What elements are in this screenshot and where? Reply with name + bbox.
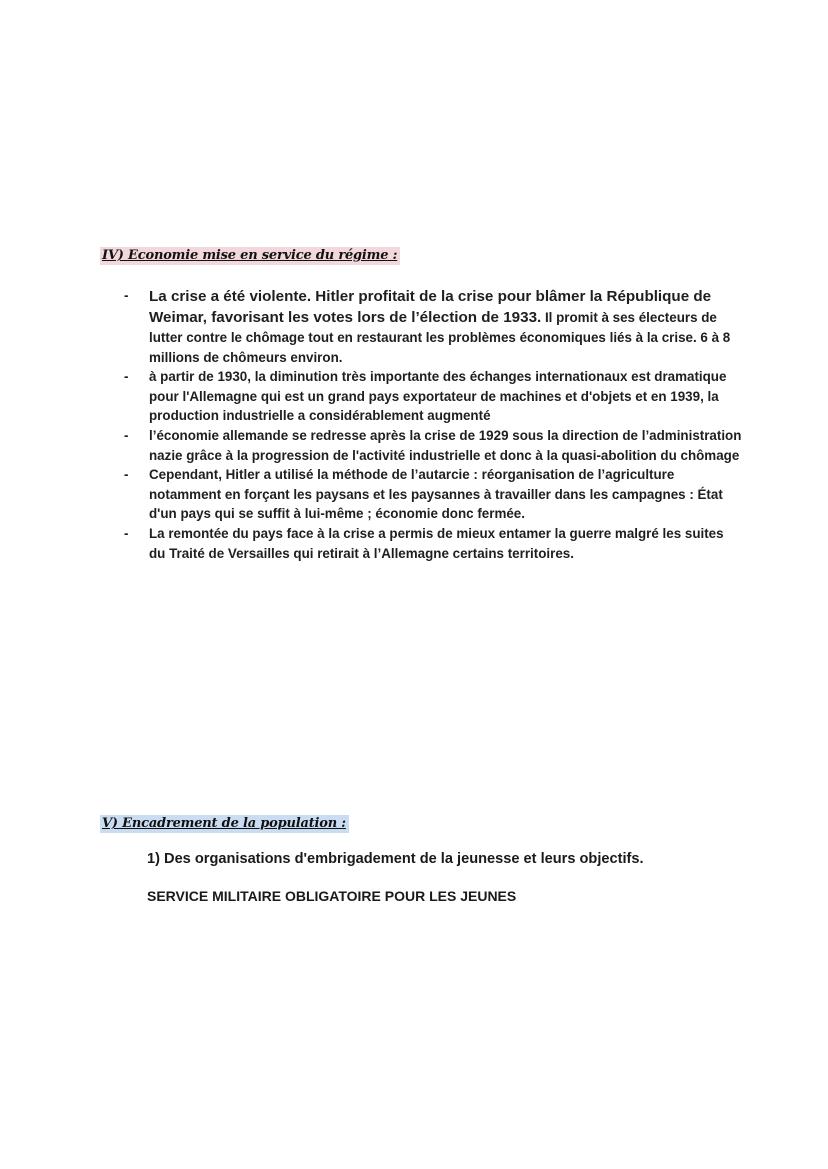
section-4-bullet-list [122,286,742,563]
section-5-subheading: 1) Des organisations d'embrigadement de la jeunesse et leurs objectifs. [147,851,644,867]
bullet-item [122,367,742,426]
bullet-item [122,465,742,524]
bullet-text: à partir de 1930, la diminution très importante des échanges internationaux est dramatique pour l'Allemagne qui est un grand pays exportateur de machines et d'objets et en 1939, la production industrielle a considérablement augmenté [149,369,727,424]
bullet-text: l’économie allemande se redresse après la crise de 1929 sous la direction de l’administration nazie grâce à la progression de l'activité industrielle et donc à la quasi-abolition du chômage [149,427,742,463]
section-4-heading: IV) Economie mise en service du régime : [100,247,400,265]
bullet-lead-text: La crise a été violente. Hitler profitait de la crise pour blâmer la République de Weimar, favorisant les votes lors de l’élection de 1933. [149,288,712,326]
bullet-item [122,286,742,367]
bullet-text: Il promit à ses électeurs de lutter contre le chômage tout en restaurant les problèmes économiques liés à la crise. 6 à 8 millions de chômeurs environ. [149,310,731,365]
section-5-heading: V) Encadrement de la population : [100,815,349,833]
section-5-note: SERVICE MILITAIRE OBLIGATOIRE POUR LES JEUNES [147,888,517,904]
bullet-item [122,524,742,563]
bullet-text: La remontée du pays face à la crise a permis de mieux entamer la guerre malgré les suites du Traité de Versailles qui retirait à l’Allemagne certains territoires. [149,525,724,561]
bullet-item [122,426,742,465]
bullet-text: Cependant, Hitler a utilisé la méthode de l’autarcie : réorganisation de l’agriculture notamment en forçant les paysans et les paysannes à travailler dans les campagnes : État d'un pays qui se suffit à lui-même ; économie donc fermée. [149,467,723,522]
